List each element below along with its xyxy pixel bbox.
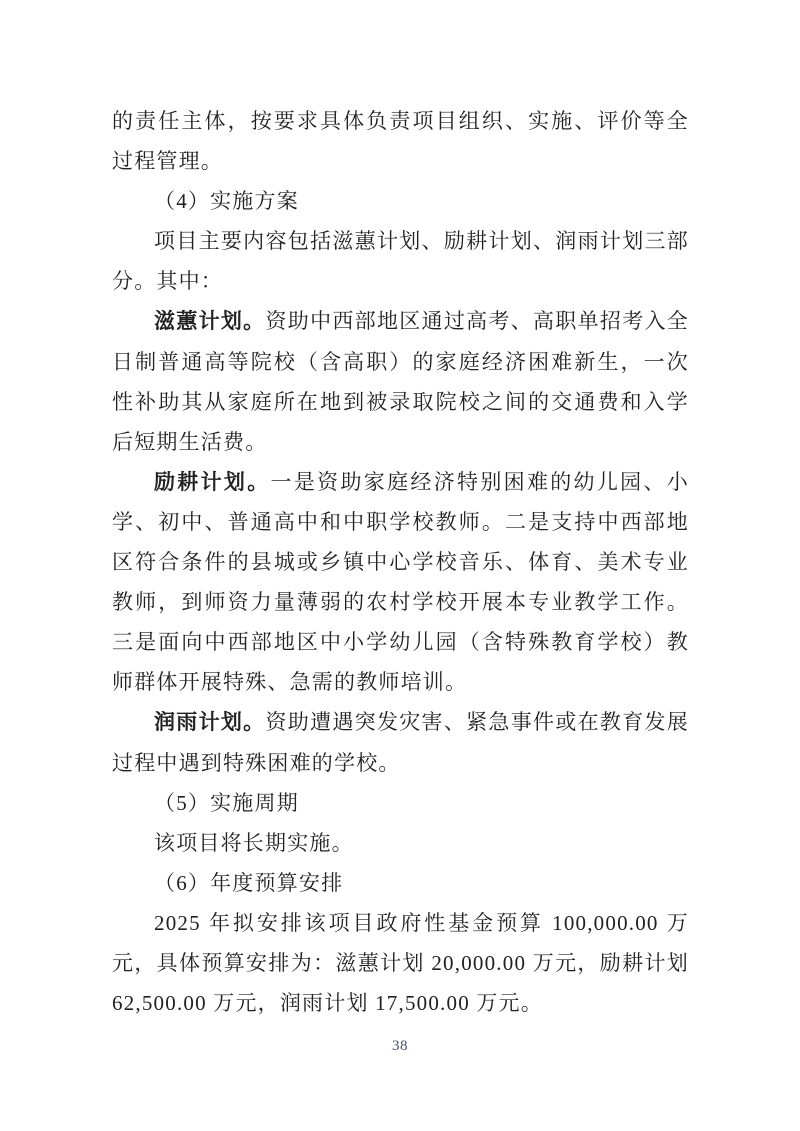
heading-section-4: （4）实施方案 — [154, 189, 299, 214]
heading-section-6: （6）年度预算安排 — [154, 870, 344, 895]
ligeng-plan-lead: 励耕计划。 — [154, 469, 271, 494]
paragraph-implementation-period: 该项目将长期实施。 — [154, 830, 354, 855]
runyu-plan-text: 资助遭遇突发灾害、紧急事件或在教育发展过程中遇到特殊困难的学校。 — [112, 710, 689, 775]
zihui-plan-lead: 滋蕙计划。 — [154, 309, 266, 334]
paragraph-zihui-plan — [112, 301, 689, 461]
paragraph-ligeng-plan — [112, 462, 689, 703]
ligeng-plan-text: 一是资助家庭经济特别困难的幼儿园、小学、初中、普通高中和中职学校教师。二是支持中西部地区符合条件的县城或乡镇中心学校音乐、体育、美术专业教师，到师资力量薄弱的农村学校开展本专业教学工作。三是面向中西部地区中小学幼儿园（含特殊教育学校）教师群体开展特殊、急需的教师培训。 — [112, 469, 689, 695]
heading-section-5: （5）实施周期 — [154, 790, 299, 815]
paragraph-overview: 项目主要内容包括滋蕙计划、励耕计划、润雨计划三部分。其中： — [112, 229, 689, 294]
page-footer — [0, 1036, 800, 1056]
page-content — [112, 101, 689, 1023]
paragraph-budget: 2025 年拟安排该项目政府性基金预算 100,000.00 万元，具体预算安排为：滋蕙计划 20,000.00 万元，励耕计划 62,500.00 万元，润雨计划 17,500.00 万元。 — [112, 910, 689, 1016]
paragraph-runyu-plan — [112, 702, 689, 782]
paragraph-continuation: 的责任主体，按要求具体负责项目组织、实施、评价等全过程管理。 — [112, 109, 689, 174]
zihui-plan-text: 资助中西部地区通过高考、高职单招考入全日制普通高等院校（含高职）的家庭经济困难新生，一次性补助其从家庭所在地到被录取院校之间的交通费和入学后短期生活费。 — [112, 309, 689, 454]
runyu-plan-lead: 润雨计划。 — [154, 710, 266, 735]
page-number: 38 — [392, 1038, 408, 1054]
